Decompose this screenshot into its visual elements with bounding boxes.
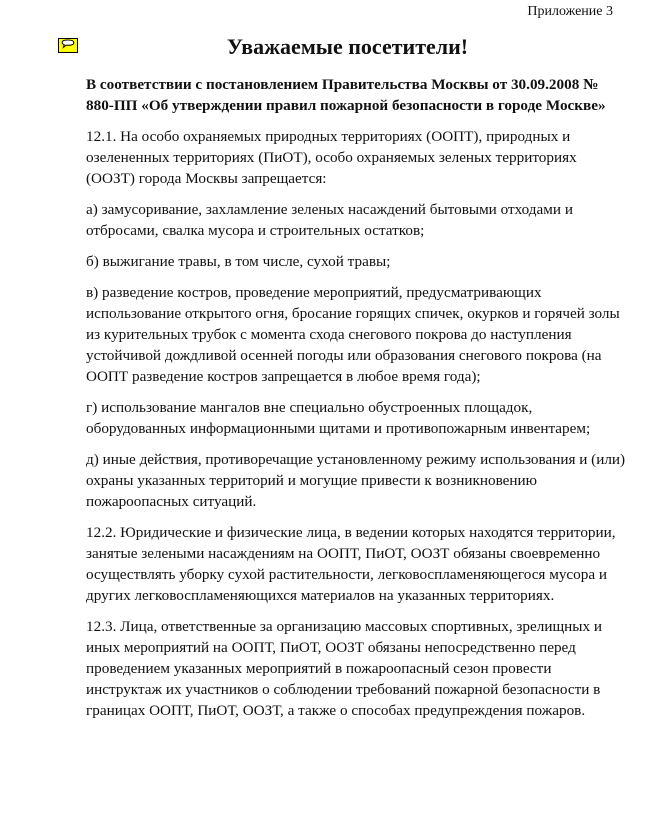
paragraph-item-b: б) выжигание травы, в том числе, сухой травы; [86,253,391,270]
paragraph-item-a: а) замусоривание, захламление зеленых насаждений бытовыми отходами и отбросами, свалка мусора и строительных остатков; [86,201,573,239]
paragraph-item-g: г) использование мангалов вне специально обустроенных площадок, оборудованных информационными щитами и противопожарным инвентарем; [86,399,591,437]
paragraph-12-1: 12.1. На особо охраняемых природных территориях (ООПТ), природных и озелененных территориях (ПиОТ), особо охраняемых зеленых территориях (ООЗТ) города Москвы запрещается: [86,128,577,187]
paragraph-item-d: д) иные действия, противоречащие установленному режиму использования и (или) охраны указанных территорий и могущие привести к возникновению пожароопасных ситуаций. [86,451,626,510]
document-body [86,74,626,731]
lead-paragraph: В соответствии с постановлением Правительства Москвы от 30.09.2008 № 880-ПП «Об утверждении правил пожарной безопасности в городе Москве» [86,76,606,114]
paragraph-12-2: 12.2. Юридические и физические лица, в ведении которых находятся территории, занятые зелеными насаждениям на ООПТ, ПиОТ, ООЗТ обязаны своевременно осуществлять уборку сухой растительности, легковоспламеняющегося мусора и других легковоспламеняющихся материалов на указанных территориях. [86,524,616,604]
appendix-label: Приложение 3 [527,4,613,19]
paragraph-12-3: 12.3. Лица, ответственные за организацию массовых спортивных, зрелищных и иных мероприятий на ООПТ, ПиОТ, ООЗТ обязаны непосредственно перед проведением указанных мероприятий в пожароопасный сезон провести инструктаж их участников о соблюдении требований пожарной безопасности в границах ООПТ, ПиОТ, ООЗТ, а также о способах предупреждения пожаров. [86,618,603,719]
page-title: Уважаемые посетители! [226,34,469,59]
paragraph-item-v: в) разведение костров, проведение мероприятий, предусматривающих использование открытого огня, бросание горящих спичек, окурков и горячей золы из курительных трубок с момента схода снегового покрова до наступления устойчивой дождливой осенней погоды или образования снегового покрова (на ООПТ разведение костров запрещается в любое время года); [86,284,620,385]
